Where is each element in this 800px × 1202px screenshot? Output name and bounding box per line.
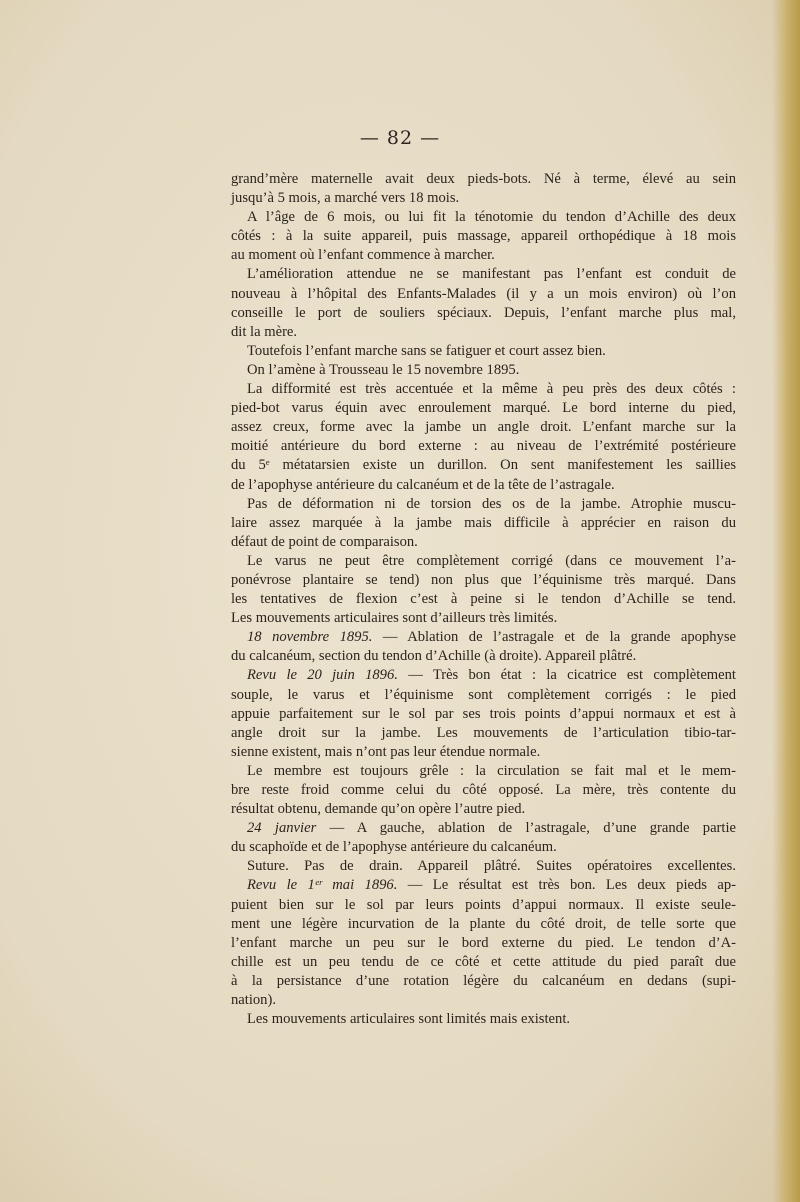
text-line: ment une légère incurvation de la plante du côté droit, de telle sorte que <box>231 915 736 932</box>
text-line: nouveau à l’hôpital des Enfants-Malades (il y a un mois environ) où l’on <box>231 285 736 302</box>
text-line: grand’mère maternelle avait deux pieds-bots. Né à terme, élevé au sein <box>231 171 736 187</box>
text-line: Les mouvements articulaires sont d’ailleurs très limités. <box>231 610 558 627</box>
text-line: jusqu’à 5 mois, a marché vers 18 mois. <box>231 190 460 207</box>
line-rest: — Ablation de l’astragale et de la grande apophyse <box>372 629 736 646</box>
text-line: puient bien sur le sol par leurs points d’appui normaux. Il existe seule- <box>231 896 736 913</box>
text-line: pied-bot varus équin avec enroulement marqué. Le bord interne du pied, <box>231 400 736 417</box>
text-line: bre reste froid comme celui du côté opposé. La mère, très contente du <box>231 782 736 798</box>
line-rest: — A gauche, ablation de l’astragale, d’une grande partie <box>316 820 736 837</box>
text-line: Pas de déformation ni de torsion des os de la jambe. Atrophie muscu- <box>247 495 736 512</box>
body-text <box>231 170 736 1029</box>
text-line: à la persistance d’une rotation légère du calcanéum en dedans (supi- <box>231 972 736 989</box>
text-line: de l’apophyse antérieure du calcanéum et de la tête de l’astragale. <box>231 476 615 493</box>
page-edge <box>772 0 800 1202</box>
text-line: défaut de point de comparaison. <box>231 533 418 550</box>
italic-date: 18 novembre 1895. <box>247 629 373 646</box>
text-line: moitié antérieure du bord externe : au niveau de l’extrémité postérieure <box>231 438 736 455</box>
text-line: La difformité est très accentuée et la même à peu près des deux côtés : <box>247 381 736 398</box>
text-line: côtés : à la suite appareil, puis massage, appareil orthopédique à 18 mois <box>231 228 736 245</box>
text-line: nation). <box>231 992 276 1009</box>
text-line: souple, le varus et l’équinisme sont complètement corrigés : le pied <box>231 686 736 703</box>
text-line: Le membre est toujours grêle : la circulation se fait mal et le mem- <box>247 762 736 779</box>
line-rest: — Très bon état : la cicatrice est complètement <box>397 667 736 684</box>
text-line: Toutefois l’enfant marche sans se fatiguer et court assez bien. <box>247 342 606 359</box>
text-line: au moment où l’enfant commence à marcher. <box>231 247 495 264</box>
italic-date: 24 janvier <box>247 820 317 837</box>
italic-date: Revu le 20 juin 1896. <box>247 667 398 684</box>
text-line: dit la mère. <box>231 323 298 340</box>
text-line: Suture. Pas de drain. Appareil plâtré. Suites opératoires excellentes. <box>247 858 736 875</box>
text-line <box>231 876 736 895</box>
text-line: du scaphoïde et de l’apophyse antérieure du calcanéum. <box>231 839 557 856</box>
text-line: angle droit sur la jambe. Les mouvements de l’articulation tibio-tar- <box>231 724 736 741</box>
text-line: du calcanéum, section du tendon d’Achille (à droite). Appareil plâtré. <box>231 648 637 665</box>
text-line: les tentatives de flexion c’est à peine si le tendon d’Achille se tend. <box>231 591 736 608</box>
text-line: appuie parfaitement sur le sol par ses trois points d’appui normaux et est à <box>231 705 736 722</box>
text-line: ponévrose plantaire se tend) non plus que l’équinisme très marqué. Dans <box>231 571 736 588</box>
text-line: Le varus ne peut être complètement corrigé (dans ce mouvement l’a- <box>247 552 736 569</box>
text-line: chille est un peu tendu de ce côté et cette attitude du pied paraît due <box>231 953 736 970</box>
text-line: assez creux, forme avec la jambe un angle droit. L’enfant marche sur la <box>231 419 736 436</box>
text-line: résultat obtenu, demande qu’on opère l’autre pied. <box>231 801 526 818</box>
text-line <box>231 628 736 647</box>
text-line: du 5ᵉ métatarsien existe un durillon. On sent manifestement les saillies <box>231 457 736 474</box>
text-line: l’enfant marche un peu sur le bord externe du pied. Le tendon d’A- <box>231 934 736 951</box>
page-number: — 82 — <box>359 127 441 149</box>
line-rest: — Le résultat est très bon. Les deux pieds ap- <box>397 877 737 894</box>
text-line <box>231 666 736 685</box>
text-line: sienne existent, mais n’ont pas leur étendue normale. <box>231 743 541 760</box>
text-line: On l’amène à Trousseau le 15 novembre 1895. <box>247 361 520 378</box>
text-line: conseille le port de souliers spéciaux. Depuis, l’enfant marche plus mal, <box>231 304 736 321</box>
text-line: laire assez marquée à la jambe mais difficile à apprécier en raison du <box>231 514 736 531</box>
text-line: Les mouvements articulaires sont limités mais existent. <box>247 1011 571 1028</box>
text-line <box>231 819 736 838</box>
text-line: A l’âge de 6 mois, ou lui fit la ténotomie du tendon d’Achille des deux <box>247 209 736 226</box>
italic-date: Revu le 1ᵉʳ mai 1896. <box>247 877 398 894</box>
text-line: L’amélioration attendue ne se manifestant pas l’enfant est conduit de <box>247 266 736 283</box>
